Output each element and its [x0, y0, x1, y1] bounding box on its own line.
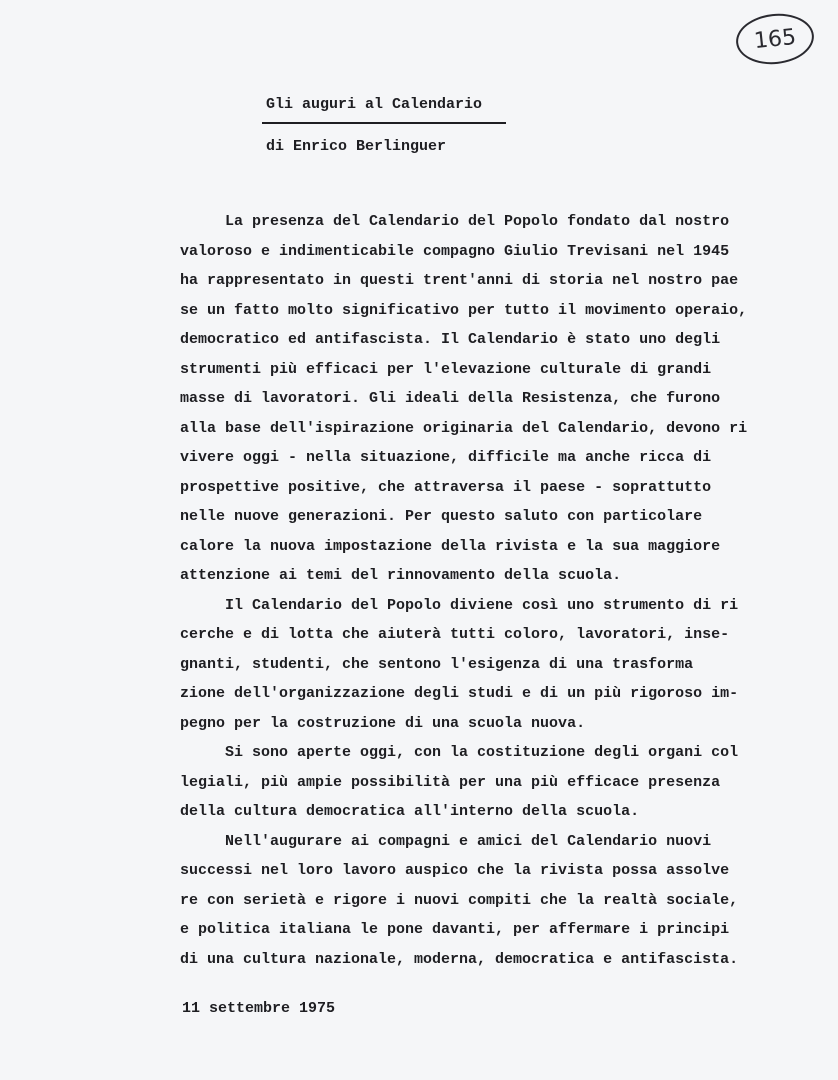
- document-title: Gli auguri al Calendario: [266, 96, 483, 113]
- body-line: di una cultura nazionale, moderna, democratica e antifascista.: [180, 950, 739, 968]
- body-line: alla base dell'ispirazione originaria del Calendario, devono ri: [180, 419, 748, 437]
- body-line: se un fatto molto significativo per tutto il movimento operaio,: [180, 301, 748, 319]
- body-line: gnanti, studenti, che sentono l'esigenza di una trasforma: [180, 655, 694, 673]
- body-line: legiali, più ampie possibilità per una più efficace presenza: [180, 773, 721, 791]
- body-line: pegno per la costruzione di una scuola nuova.: [180, 714, 586, 732]
- body-line: La presenza del Calendario del Popolo fondato dal nostro: [180, 213, 730, 230]
- document-body: [180, 207, 820, 974]
- body-line: e politica italiana le pone davanti, per affermare i principi: [180, 921, 730, 938]
- body-line: successi nel loro lavoro auspico che la rivista possa assolve: [180, 862, 730, 879]
- page-number-stamp: 165: [734, 10, 817, 68]
- body-line: strumenti più efficaci per l'elevazione culturale di grandi: [180, 360, 712, 378]
- body-line: della cultura democratica all'interno della scuola.: [180, 803, 640, 820]
- body-line: attenzione ai temi del rinnovamento della scuola.: [180, 567, 622, 584]
- body-line: Si sono aperte oggi, con la costituzione degli organi col: [180, 744, 739, 761]
- body-line: Il Calendario del Popolo diviene così uno strumento di ri: [180, 596, 739, 614]
- document-author: di Enrico Berlinguer: [266, 138, 447, 155]
- body-line: prospettive positive, che attraversa il paese - soprattutto: [180, 478, 712, 496]
- body-line: cerche e di lotta che aiuterà tutti coloro, lavoratori, inse-: [180, 626, 730, 643]
- body-line: ha rappresentato in questi trent'anni di storia nel nostro pae: [180, 272, 739, 289]
- body-line: zione dell'organizzazione degli studi e di un più rigoroso im-: [180, 685, 739, 702]
- body-line: calore la nuova impostazione della rivista e la sua maggiore: [180, 537, 721, 555]
- body-line: re con serietà e rigore i nuovi compiti che la realtà sociale,: [180, 891, 739, 909]
- document-date: 11 settembre 1975: [182, 1000, 336, 1017]
- body-line: Nell'augurare ai compagni e amici del Calendario nuovi: [180, 832, 712, 850]
- body-line: valoroso e indimenticabile compagno Giulio Trevisani nel 1945: [180, 242, 730, 260]
- body-line: vivere oggi - nella situazione, difficile ma anche ricca di: [180, 449, 712, 466]
- body-line: masse di lavoratori. Gli ideali della Resistenza, che furono: [180, 390, 721, 407]
- body-line: democratico ed antifascista. Il Calendario è stato uno degli: [180, 331, 721, 348]
- body-line: nelle nuove generazioni. Per questo saluto con particolare: [180, 508, 703, 525]
- title-underline: [262, 122, 506, 124]
